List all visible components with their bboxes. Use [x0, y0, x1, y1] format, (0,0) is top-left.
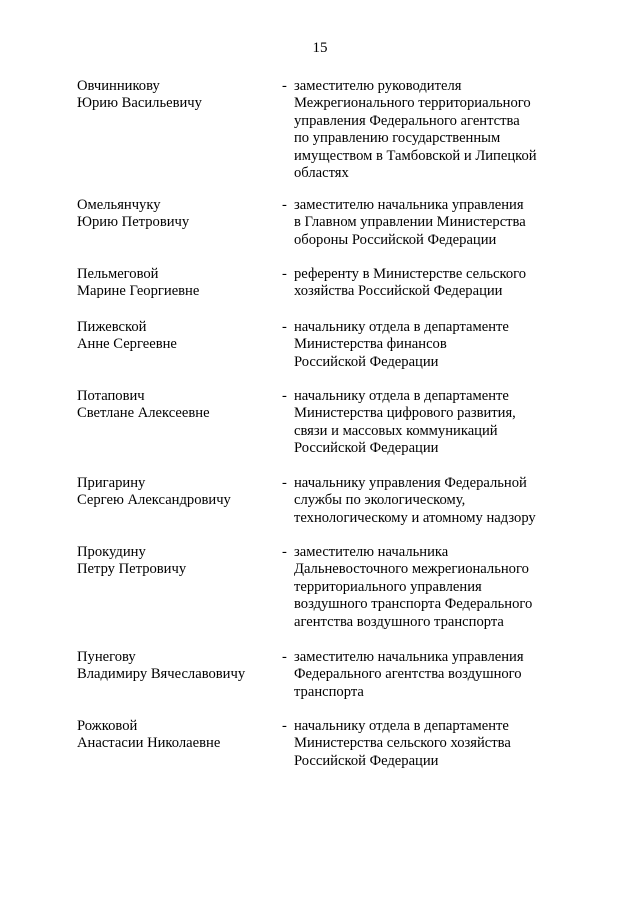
awardee-position [294, 266, 594, 301]
awardee-given-name: Марине Георгиевне [77, 283, 200, 300]
awardee-given-name: Светлане Алексеевне [77, 405, 210, 422]
awardee-name [77, 388, 277, 423]
position-line: начальнику отдела в департаменте [294, 718, 509, 734]
position-line: начальнику управления Федеральной [294, 475, 527, 491]
awardee-given-name: Сергею Александровичу [77, 492, 231, 509]
awardee-given-name: Анне Сергеевне [77, 336, 177, 353]
separator-dash: - [282, 544, 287, 560]
separator-dash: - [282, 266, 287, 282]
awardee-name [77, 197, 277, 232]
awardee-position [294, 197, 594, 249]
awardee-given-name: Петру Петровичу [77, 561, 187, 578]
position-line: воздушного транспорта Федерального [294, 596, 533, 613]
position-line: областях [294, 165, 349, 182]
position-line: хозяйства Российской Федерации [294, 283, 503, 300]
separator-dash: - [282, 319, 287, 335]
position-line: в Главном управлении Министерства [294, 214, 526, 231]
position-line: Министерства финансов [294, 336, 447, 353]
position-line: управления Федерального агентства [294, 112, 520, 129]
position-line: Федерального агентства воздушного [294, 666, 522, 683]
awardee-name [77, 319, 277, 354]
position-line: Российской Федерации [294, 353, 439, 370]
separator-dash: - [282, 388, 287, 404]
separator-dash: - [282, 78, 287, 94]
awardee-position [294, 718, 594, 770]
awardee-given-name: Анастасии Николаевне [77, 735, 221, 752]
awardee-given-name: Юрию Васильевичу [77, 95, 202, 112]
awardee-position [294, 649, 594, 701]
position-line: заместителю начальника управления [294, 649, 524, 665]
awardee-given-name: Владимиру Вячеславовичу [77, 666, 246, 683]
position-line: агентства воздушного транспорта [294, 613, 504, 630]
position-line: заместителю начальника [294, 544, 449, 560]
awardee-name [77, 475, 277, 510]
separator-dash: - [282, 475, 287, 491]
awardee-surname: Омельянчуку [77, 197, 161, 213]
awardee-surname: Потапович [77, 388, 145, 404]
position-line: начальнику отдела в департаменте [294, 319, 509, 335]
position-line: территориального управления [294, 578, 482, 595]
position-line: Министерства сельского хозяйства [294, 735, 511, 752]
separator-dash: - [282, 718, 287, 734]
position-line: технологическому и атомному надзору [294, 509, 536, 526]
awardee-position [294, 319, 594, 371]
awardee-surname: Пижевской [77, 319, 147, 335]
page-number: 15 [312, 40, 328, 56]
position-line: Министерства цифрового развития, [294, 405, 516, 422]
awardee-name [77, 266, 277, 301]
position-line: Дальневосточного межрегионального [294, 561, 529, 578]
position-line: по управлению государственным [294, 130, 501, 147]
awardee-surname: Пунегову [77, 649, 136, 665]
awardee-surname: Прокудину [77, 544, 146, 560]
position-line: связи и массовых коммуникаций [294, 422, 498, 439]
position-line: Российской Федерации [294, 752, 439, 769]
awardee-surname: Рожковой [77, 718, 138, 734]
awardee-name [77, 544, 277, 579]
position-line: имуществом в Тамбовской и Липецкой [294, 147, 537, 164]
position-line: заместителю руководителя [294, 78, 462, 94]
awardee-name [77, 718, 277, 753]
awardee-position [294, 475, 594, 527]
position-line: транспорта [294, 683, 364, 700]
position-line: заместителю начальника управления [294, 197, 524, 213]
position-line: референту в Министерстве сельского [294, 266, 527, 282]
awardee-position [294, 544, 594, 631]
position-line: Межрегионального территориального [294, 95, 531, 112]
awardee-position [294, 388, 594, 458]
position-line: обороны Российской Федерации [294, 231, 497, 248]
awardee-surname: Пельмеговой [77, 266, 159, 282]
separator-dash: - [282, 197, 287, 213]
awardee-position [294, 78, 594, 182]
awardee-surname: Овчинникову [77, 78, 160, 94]
position-line: Российской Федерации [294, 440, 439, 457]
awardee-given-name: Юрию Петровичу [77, 214, 190, 231]
separator-dash: - [282, 649, 287, 665]
awardee-name [77, 649, 277, 684]
awardee-surname: Пригарину [77, 475, 146, 491]
position-line: начальнику отдела в департаменте [294, 388, 509, 404]
position-line: службы по экологическому, [294, 492, 466, 509]
awardee-name [77, 78, 277, 113]
